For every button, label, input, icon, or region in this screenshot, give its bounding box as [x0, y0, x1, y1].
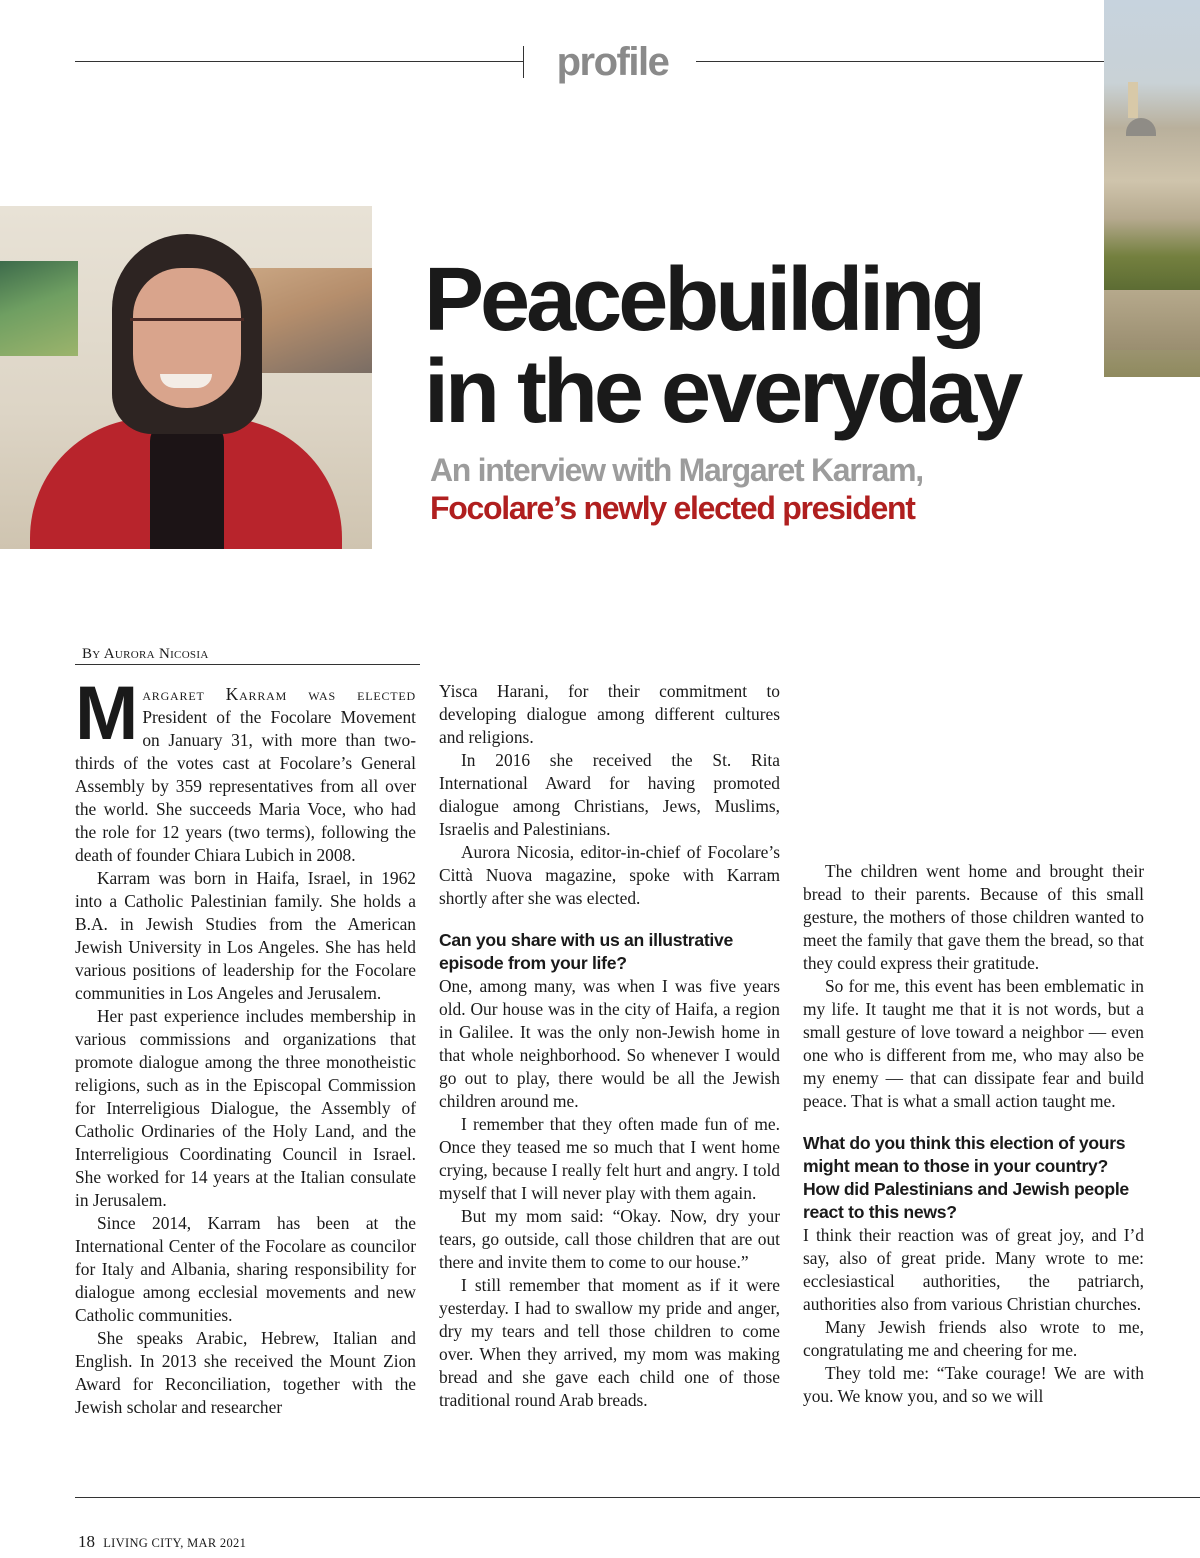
paragraph: I remember that they often made fun of me. Once they teased me so much that I went home crying, because I really felt hurt and angry. I told myself that I will never play with them again. [439, 1114, 780, 1203]
background-picture-frame [250, 268, 372, 373]
article-title [424, 250, 1124, 442]
paragraph: In 2016 she received the St. Rita International Award for having promoted dialogue among Christians, Jews, Muslims, Israelis and Palestinians. [439, 750, 780, 839]
header-rule-left [75, 61, 523, 62]
deck-line-2: Focolare’s newly elected president [430, 490, 915, 526]
background-picture-frame [0, 261, 78, 356]
drop-cap: M [75, 671, 137, 756]
title-line-2: in the everyday [424, 342, 1020, 442]
publication-name: LIVING CITY, MAR 2021 [103, 1536, 247, 1550]
paragraph: The children went home and brought their bread to their parents. Because of this small gesture, the mothers of those children wanted to meet the family that gave them the bread, so that they could express their gratitude. [803, 861, 1144, 973]
paragraph: Since 2014, Karram has been at the International Center of the Focolare as councilor for Italy and Albania, sharing responsibility for dialogue among ecclesial movements and new Catholic communities. [75, 1213, 416, 1325]
interview-question: Can you share with us an illustrative episode from your life? [439, 930, 733, 973]
paragraph: Karram was born in Haifa, Israel, in 1962 into a Catholic Palestinian family. She holds a B.A. in Jewish Studies from the American Jewish University in Los Angeles. She has held various positions of leadership for the Focolare communities in Los Angeles and Jerusalem. [75, 868, 416, 1003]
paragraph-text: President of the Focolare Movement on January 31, with more than two-thirds of the votes cast at Focolare’s General Assembly by 359 representatives from all over the world. She succeeds Maria Voce, who had the role for 12 years (two terms), following the death of founder Chiara Lubich in 2008. [75, 707, 416, 865]
title-line-1: Peacebuilding [424, 250, 983, 350]
article-column-1 [75, 671, 416, 1419]
black-top [150, 421, 224, 549]
paragraph: They told me: “Take courage! We are with you. We know you, and so we will [803, 1363, 1144, 1406]
smile [160, 374, 212, 388]
page-number: 18 [78, 1532, 95, 1551]
paragraph: But my mom said: “Okay. Now, dry your tears, go outside, call those children that are out there and invite them to come to our house.” [439, 1206, 780, 1272]
byline-rule [75, 664, 420, 665]
paragraph [75, 671, 416, 867]
paragraph: I still remember that moment as if it were yesterday. I had to swallow my pride and anger, dry my tears and tell those children to come over. When they arrived, my mom was making bread and she gave each child one of those traditional round Arab breads. [439, 1275, 780, 1410]
city-tower [1128, 82, 1138, 118]
paragraph: Yisca Harani, for their commitment to developing dialogue among different cultures and religions. [439, 681, 780, 747]
paragraph: One, among many, was when I was five years old. Our house was in the city of Haifa, a region in Galilee. It was the only non-Jewish home in that whole neighborhood. So whenever I would go out to play, there would be all the Jewish children around me. [439, 976, 780, 1111]
byline: By Aurora Nicosia [82, 646, 209, 662]
deck-line-1: An interview with Margaret Karram, [430, 452, 923, 488]
paragraph: Aurora Nicosia, editor-in-chief of Focolare’s Città Nuova magazine, spoke with Karram shortly after she was elected. [439, 842, 780, 908]
city-dome [1126, 118, 1156, 136]
glasses [130, 318, 244, 347]
paragraph: Her past experience includes membership in various commissions and organizations that promote dialogue among the three monotheistic religions, such as in the Episcopal Commission for Interreligious Dialogue, the Assembly of Catholic Ordinaries of the Holy Land, and the Interreligious Coordinating Council in Israel. She worked for 14 years at the Italian consulate in Jerusalem. [75, 1006, 416, 1210]
header-rule-tick [523, 46, 524, 78]
lead-in-caps: argaret Karram was elected [142, 684, 416, 704]
paragraph: She speaks Arabic, Hebrew, Italian and English. In 2013 she received the Mount Zion Award for Reconciliation, together with the Jewish scholar and researcher [75, 1328, 416, 1417]
paragraph: Many Jewish friends also wrote to me, congratulating me and cheering for me. [803, 1317, 1144, 1360]
article-column-2 [439, 680, 780, 1412]
paragraph: So for me, this event has been emblematic in my life. It taught me that it is not words, but a small gesture of love toward a neighbor — even one who is different from me, who may also be my enemy — that can dissipate fear and build peace. That is what a small action taught me. [803, 976, 1144, 1111]
footer-rule [75, 1497, 1200, 1498]
paragraph: I think their reaction was of great joy, and I’d say, also of great pride. Many wrote to me: ecclesiastical authorities, the patriarch, authorities also from various Christian churches. [803, 1225, 1144, 1314]
header-rule-right [696, 61, 1104, 62]
page-folio [78, 1531, 246, 1554]
article-column-3 [803, 860, 1144, 1408]
section-label: profile [556, 40, 669, 84]
portrait-photo [0, 206, 372, 549]
interview-question: What do you think this election of yours might mean to those in your country? How did Palestinians and Jewish people react to this news? [803, 1133, 1129, 1222]
